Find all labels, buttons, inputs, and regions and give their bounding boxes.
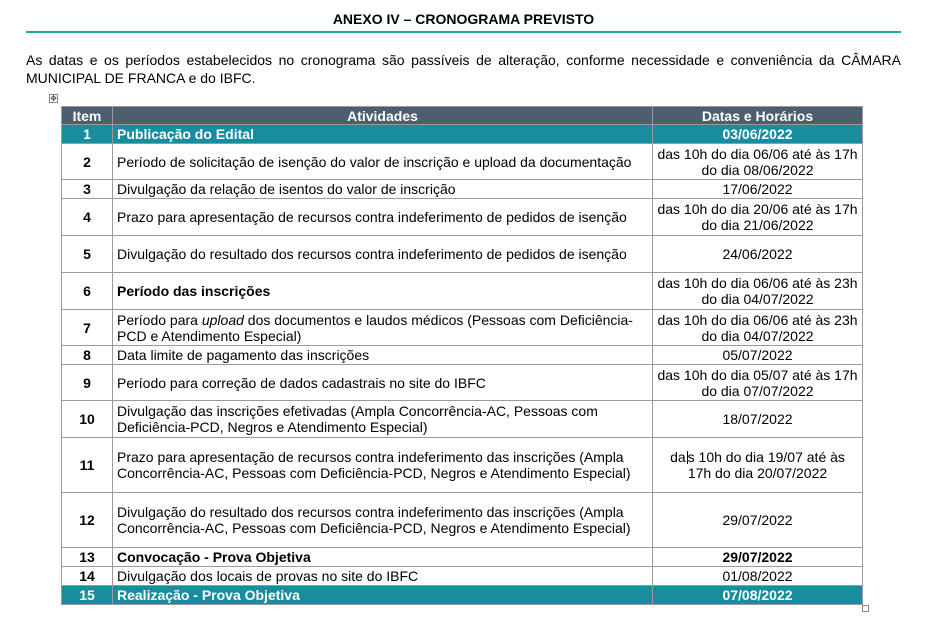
item-number: 5 [62, 236, 113, 273]
activity-text: dos documentos e laudos médicos (Pessoas com Deficiência-PCD e Atendimento Especial) [117, 311, 633, 344]
activity-cell: Divulgação das inscrições efetivadas (Ampla Concorrência-AC, Pessoas com Deficiência-PCD, Negros e Atendimento Especial) [113, 401, 653, 438]
date-text: s 10h do dia 19/07 até às 17h do dia 20/07/2022 [687, 449, 845, 481]
table-row [62, 310, 863, 346]
activity-emphasis: upload [201, 311, 244, 328]
table-row [62, 125, 863, 144]
activity-cell: Divulgação da relação de isentos do valor de inscrição [113, 180, 653, 199]
date-cell: 03/06/2022 [653, 125, 863, 144]
activity-cell: Período de solicitação de isenção do valor de inscrição e upload da documentação [113, 144, 653, 180]
header-dates: Datas e Horários [653, 107, 863, 125]
table-row [62, 567, 863, 586]
title-underline [26, 31, 901, 33]
item-number: 14 [62, 567, 113, 586]
date-cell: das 10h do dia 06/06 até às 23h do dia 04/07/2022 [653, 273, 863, 310]
date-cell: 17/06/2022 [653, 180, 863, 199]
activity-cell: Prazo para apresentação de recursos contra indeferimento de pedidos de isenção [113, 199, 653, 236]
page-title: ANEXO IV – CRONOGRAMA PREVISTO [332, 11, 595, 27]
date-cell: das 10h do dia 20/06 até às 17h do dia 21/06/2022 [653, 199, 863, 236]
activity-cell: Divulgação dos locais de provas no site do IBFC [113, 567, 653, 586]
activity-cell: Prazo para apresentação de recursos contra indeferimento das inscrições (Ampla Concorrência-AC, Pessoas com Deficiência-PCD, Negros e Atendimento Especial) [113, 438, 653, 493]
activity-cell: Período das inscrições [113, 273, 653, 310]
activity-cell: Período para correção de dados cadastrais no site do IBFC [113, 365, 653, 401]
item-number: 13 [62, 548, 113, 567]
table-resize-handle[interactable] [862, 605, 869, 612]
item-number: 7 [62, 310, 113, 346]
activity-cell [113, 310, 653, 346]
date-cell: 01/08/2022 [653, 567, 863, 586]
activity-cell: Divulgação do resultado dos recursos contra indeferimento das inscrições (Ampla Concorrência-AC, Pessoas com Deficiência-PCD, Negros e Atendimento Especial) [113, 493, 653, 548]
item-number: 10 [62, 401, 113, 438]
date-text: da [670, 449, 686, 465]
date-cell: 29/07/2022 [653, 548, 863, 567]
table-header-row [62, 107, 863, 125]
table-move-handle-icon[interactable]: ✥ [50, 94, 57, 103]
table-row [62, 273, 863, 310]
item-number: 4 [62, 199, 113, 236]
table-row [62, 180, 863, 199]
table-row [62, 493, 863, 548]
activity-cell: Realização - Prova Objetiva [113, 586, 653, 605]
header-item: Item [62, 107, 113, 125]
date-cell: 29/07/2022 [653, 493, 863, 548]
item-number: 3 [62, 180, 113, 199]
intro-paragraph: As datas e os períodos estabelecidos no cronograma são passíveis de alteração, conforme necessidade e conveniência da CÂMARA MUNICIPAL DE FRANCA e do IBFC. [26, 52, 901, 86]
item-number: 12 [62, 493, 113, 548]
item-number: 8 [62, 346, 113, 365]
item-number: 2 [62, 144, 113, 180]
activity-cell: Publicação do Edital [113, 125, 653, 144]
date-cell: 07/08/2022 [653, 586, 863, 605]
table-row [62, 199, 863, 236]
date-cell: das 10h do dia 06/06 até às 17h do dia 08/06/2022 [653, 144, 863, 180]
item-number: 15 [62, 586, 113, 605]
table-row [62, 144, 863, 180]
date-cell: 18/07/2022 [653, 401, 863, 438]
date-cell: das 10h do dia 05/07 até às 17h do dia 07/07/2022 [653, 365, 863, 401]
table-row [62, 586, 863, 605]
activity-cell: Convocação - Prova Objetiva [113, 548, 653, 567]
schedule-table [61, 106, 863, 605]
date-cell[interactable] [653, 438, 863, 493]
table-row [62, 236, 863, 273]
activity-cell: Data limite de pagamento das inscrições [113, 346, 653, 365]
table-row [62, 365, 863, 401]
header-activities: Atividades [113, 107, 653, 125]
table-row [62, 548, 863, 567]
item-number: 1 [62, 125, 113, 144]
date-cell: 24/06/2022 [653, 236, 863, 273]
item-number: 11 [62, 438, 113, 493]
activity-text: Período para [117, 311, 202, 328]
item-number: 9 [62, 365, 113, 401]
table-row [62, 401, 863, 438]
date-cell: 05/07/2022 [653, 346, 863, 365]
activity-cell: Divulgação do resultado dos recursos contra indeferimento de pedidos de isenção [113, 236, 653, 273]
table-row [62, 438, 863, 493]
table-row [62, 346, 863, 365]
item-number: 6 [62, 273, 113, 310]
date-cell: das 10h do dia 06/06 até às 23h do dia 04/07/2022 [653, 310, 863, 346]
